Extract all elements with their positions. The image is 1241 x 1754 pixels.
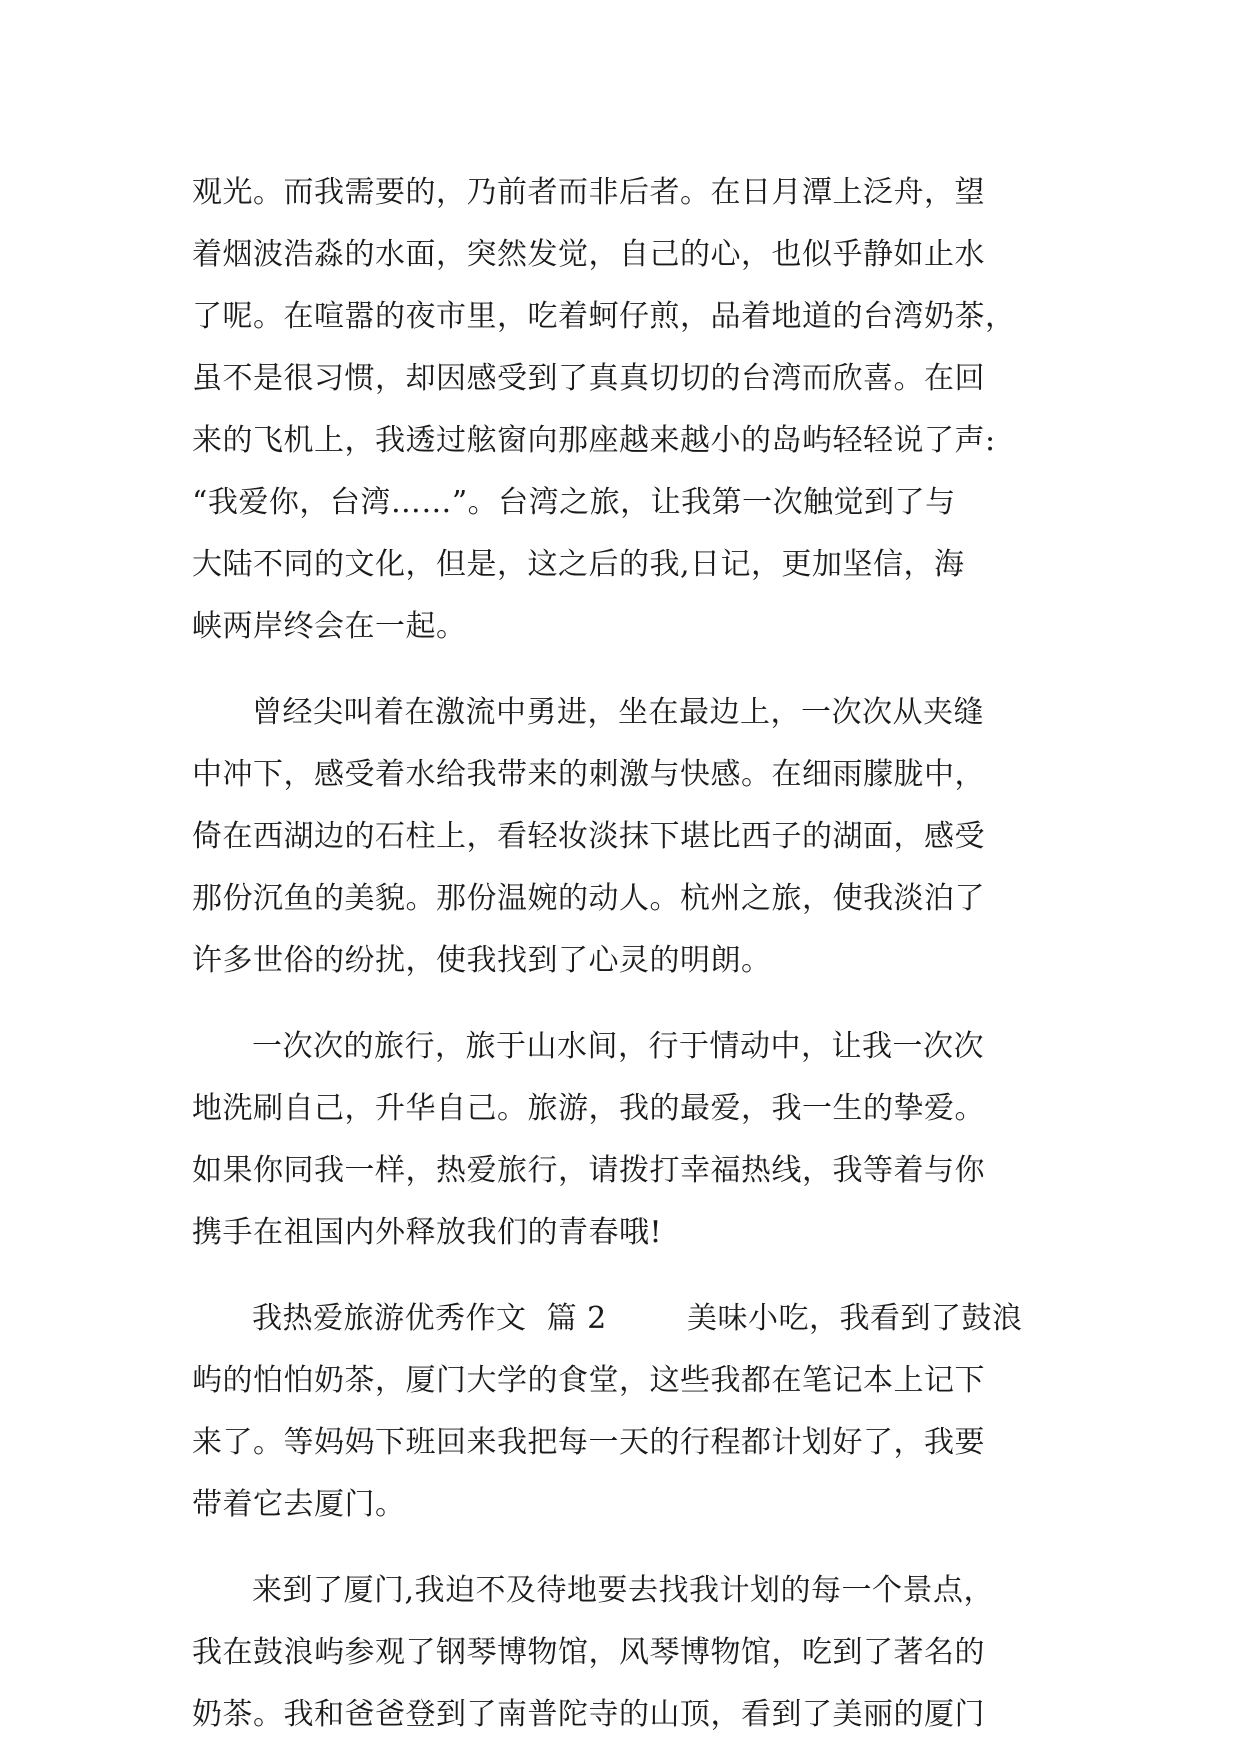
text-line: 奶茶。我和爸爸登到了南普陀寺的山顶，看到了美丽的厦门 <box>192 1697 985 1732</box>
paragraph-start-line: 一次次的旅行，旅于山水间，行于情动中，让我一次次 <box>252 1029 984 1064</box>
text-line: 我在鼓浪屿参观了钢琴博物馆，风琴博物馆，吃到了著名的 <box>192 1635 985 1670</box>
text-line: 许多世俗的纷扰，使我找到了心灵的明朗。 <box>192 943 772 978</box>
text-line: 倚在西湖边的石柱上，看轻妆淡抹下堪比西子的湖面，感受 <box>192 819 985 854</box>
text-line: 着烟波浩淼的水面，突然发觉，自己的心，也似乎静如止水 <box>192 237 985 272</box>
text-line: 带着它去厦门。 <box>192 1487 406 1522</box>
text-line: 观光。而我需要的，乃前者而非后者。在日月潭上泛舟，望 <box>192 175 985 210</box>
text-line: 来的飞机上，我透过舷窗向那座越来越小的岛屿轻轻说了声: <box>192 423 996 458</box>
text-line: 了呢。在喧嚣的夜市里，吃着蚵仔煎，品着地道的台湾奶茶， <box>192 299 1016 334</box>
section-heading-line: 我热爱旅游优秀作文 篇 2 美味小吃，我看到了鼓浪 <box>252 1301 1023 1336</box>
text-line: 大陆不同的文化，但是，这之后的我,日记，更加坚信，海 <box>192 547 965 582</box>
essay-body <box>192 162 1062 1746</box>
text-line: 那份沉鱼的美貌。那份温婉的动人。杭州之旅，使我淡泊了 <box>192 881 985 916</box>
text-line: 来了。等妈妈下班回来我把每一天的行程都计划好了，我要 <box>192 1425 985 1460</box>
paragraph-start-line: 来到了厦门,我迫不及待地要去找我计划的每一个景点， <box>252 1573 995 1608</box>
text-line: “我爱你，台湾……”。台湾之旅，让我第一次触觉到了与 <box>192 485 956 520</box>
text-line: 中冲下，感受着水给我带来的刺激与快感。在细雨朦胧中， <box>192 757 985 792</box>
text-line: 如果你同我一样，热爱旅行，请拨打幸福热线，我等着与你 <box>192 1153 985 1188</box>
paragraph-start-line: 曾经尖叫着在激流中勇进，坐在最边上，一次次从夹缝 <box>252 695 984 730</box>
text-line: 虽不是很习惯，却因感受到了真真切切的台湾而欣喜。在回 <box>192 361 985 396</box>
text-line: 峡两岸终会在一起。 <box>192 609 467 644</box>
text-line: 地洗刷自己，升华自己。旅游，我的最爱，我一生的挚爱。 <box>192 1091 985 1126</box>
text-line: 携手在祖国内外释放我们的青春哦! <box>192 1215 663 1250</box>
text-line: 屿的怕怕奶茶，厦门大学的食堂，这些我都在笔记本上记下 <box>192 1363 985 1398</box>
